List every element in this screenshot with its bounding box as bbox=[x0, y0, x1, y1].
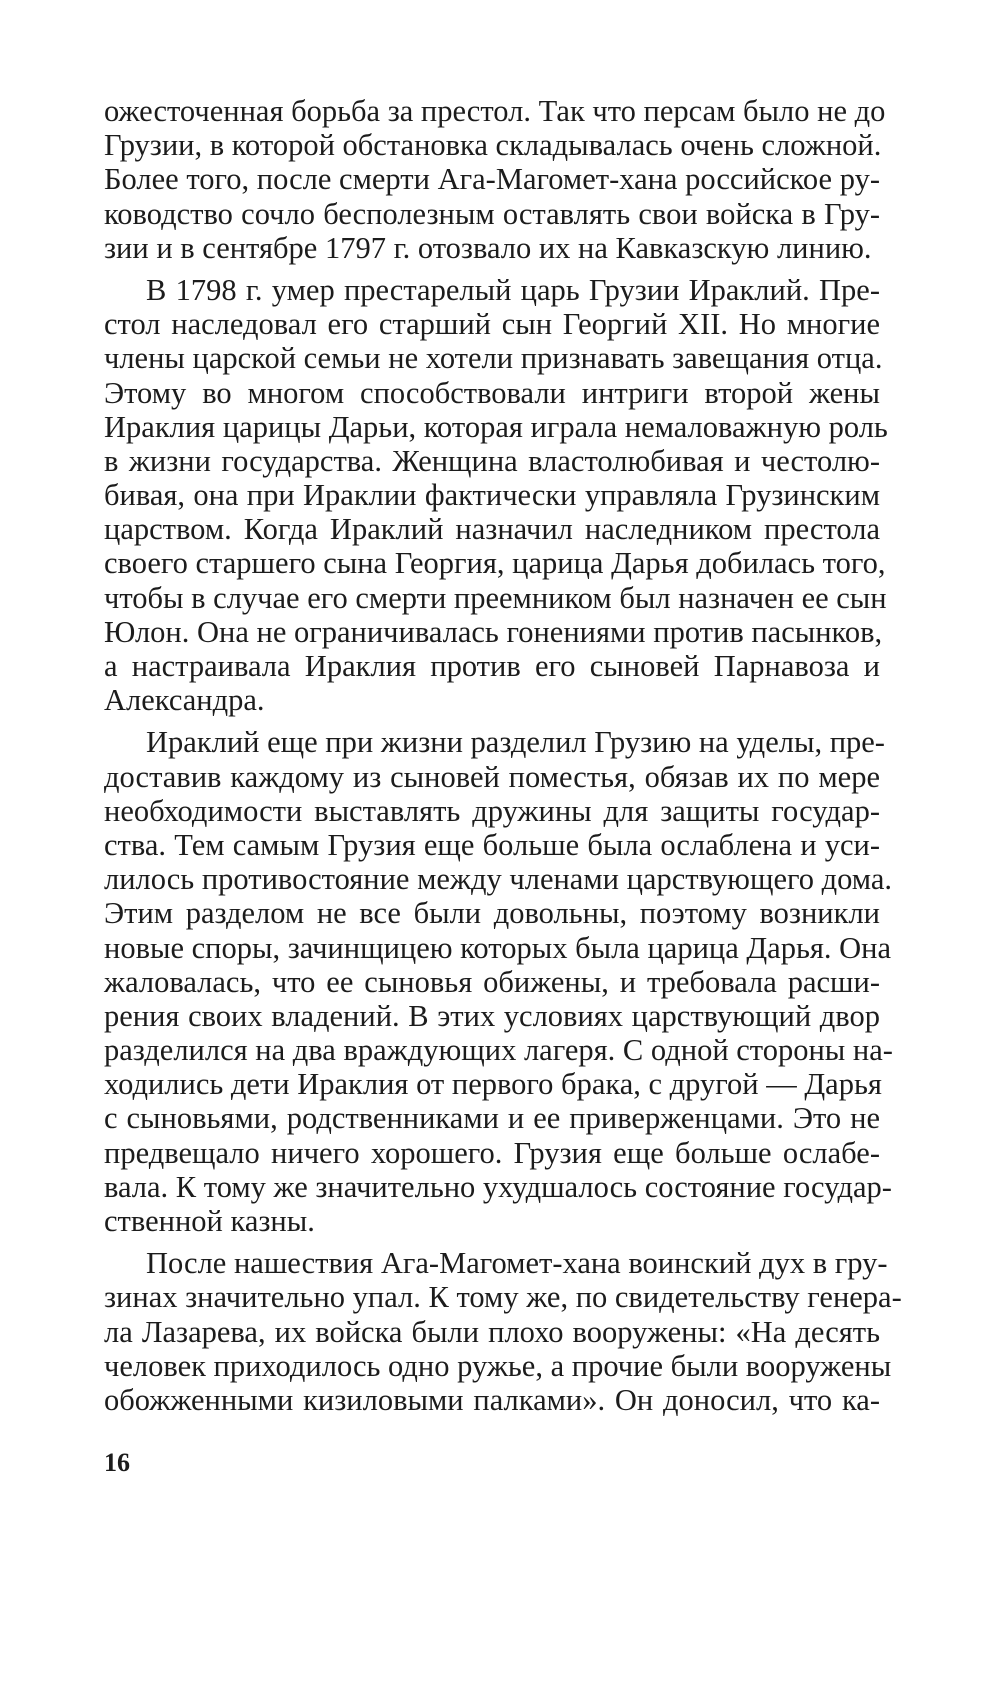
text-line: ководство сочло бесполезным оставлять свои войска в Гру- bbox=[104, 196, 880, 231]
paragraph bbox=[104, 1246, 902, 1417]
text-line: лилось противостояние между членами царствующего дома. bbox=[104, 862, 893, 897]
text-line: После нашествия Ага-Магомет-хана воинский дух в гру- bbox=[146, 1246, 888, 1281]
text-line: с сыновьями, родственниками и ее приверженцами. Это не bbox=[104, 1101, 880, 1136]
text-line: вала. К тому же значительно ухудшалось состояние государ- bbox=[104, 1169, 892, 1204]
text-line: Юлон. Она не ограничивалась гонениями против пасынков, bbox=[104, 614, 883, 649]
text-line: Этим разделом не все были довольны, поэтому возникли bbox=[104, 896, 880, 931]
text-line: бивая, она при Ираклии фактически управляла Грузинским bbox=[104, 478, 880, 513]
text-line: чтобы в случае его смерти преемником был назначен ее сын bbox=[104, 580, 887, 615]
text-line: Ираклия царицы Дарьи, которая играла немаловажную роль bbox=[104, 409, 888, 444]
text-line: жаловалась, что ее сыновья обижены, и требовала расши- bbox=[104, 964, 880, 999]
text-line: рения своих владений. В этих условиях царствующий двор bbox=[104, 998, 880, 1033]
text-line: Этому во многом способствовали интриги второй жены bbox=[104, 375, 880, 410]
text-line: а настраивала Ираклия против его сыновей Парнавоза и bbox=[104, 649, 880, 683]
text-line: необходимости выставлять дружины для защиты государ- bbox=[104, 793, 880, 828]
text-line: в жизни государства. Женщина властолюбивая и честолю- bbox=[104, 443, 880, 478]
text-line: Александра. bbox=[104, 683, 265, 718]
text-line: ства. Тем самым Грузия еще больше была ослаблена и уси- bbox=[104, 827, 880, 862]
text-line: ходились дети Ираклия от первого брака, с другой — Дарья bbox=[104, 1067, 882, 1102]
text-line: своего старшего сына Георгия, царица Дарья добилась того, bbox=[104, 546, 886, 581]
text-line: Грузии, в которой обстановка складывалась очень сложной. bbox=[104, 128, 882, 163]
text-line: предвещало ничего хорошего. Грузия еще больше ослабе- bbox=[104, 1135, 880, 1170]
text-line: Ираклий еще при жизни разделил Грузию на уделы, пре- bbox=[146, 725, 885, 760]
text-line: обожженными кизиловыми палками». Он доносил, что ка- bbox=[104, 1382, 880, 1417]
paragraph bbox=[104, 725, 893, 1238]
text-line: разделился на два враждующих лагеря. С одной стороны на- bbox=[104, 1033, 893, 1068]
paragraph bbox=[104, 272, 888, 718]
paragraph bbox=[104, 94, 886, 265]
text-line: стол наследовал его старший сын Георгий XII. Но многие bbox=[104, 307, 880, 342]
text-line: ожесточенная борьба за престол. Так что персам было не до bbox=[104, 94, 886, 128]
text-line: члены царской семьи не хотели признавать завещания отца. bbox=[104, 341, 883, 376]
page-text bbox=[104, 94, 902, 1425]
text-line: В 1798 г. умер престарелый царь Грузии Ираклий. Пре- bbox=[146, 272, 880, 307]
text-line: ла Лазарева, их войска были плохо вооружены: «На десять bbox=[104, 1314, 880, 1349]
page-number: 16 bbox=[104, 1448, 130, 1477]
text-line: царством. Когда Ираклий назначил наследником престола bbox=[104, 512, 880, 547]
text-line: доставив каждому из сыновей поместья, обязав их по мере bbox=[104, 759, 880, 794]
text-line: зинах значительно упал. К тому же, по свидетельству генера- bbox=[104, 1280, 902, 1315]
text-line: человек приходилось одно ружье, а прочие были вооружены bbox=[104, 1348, 892, 1383]
text-line: новые споры, зачинщицею которых была царица Дарья. Она bbox=[104, 930, 892, 965]
text-line: ственной казны. bbox=[104, 1204, 315, 1238]
text-line: зии и в сентябре 1797 г. отозвало их на Кавказскую линию. bbox=[104, 230, 872, 265]
text-line: Более того, после смерти Ага-Магомет-хана российское ру- bbox=[104, 162, 880, 197]
